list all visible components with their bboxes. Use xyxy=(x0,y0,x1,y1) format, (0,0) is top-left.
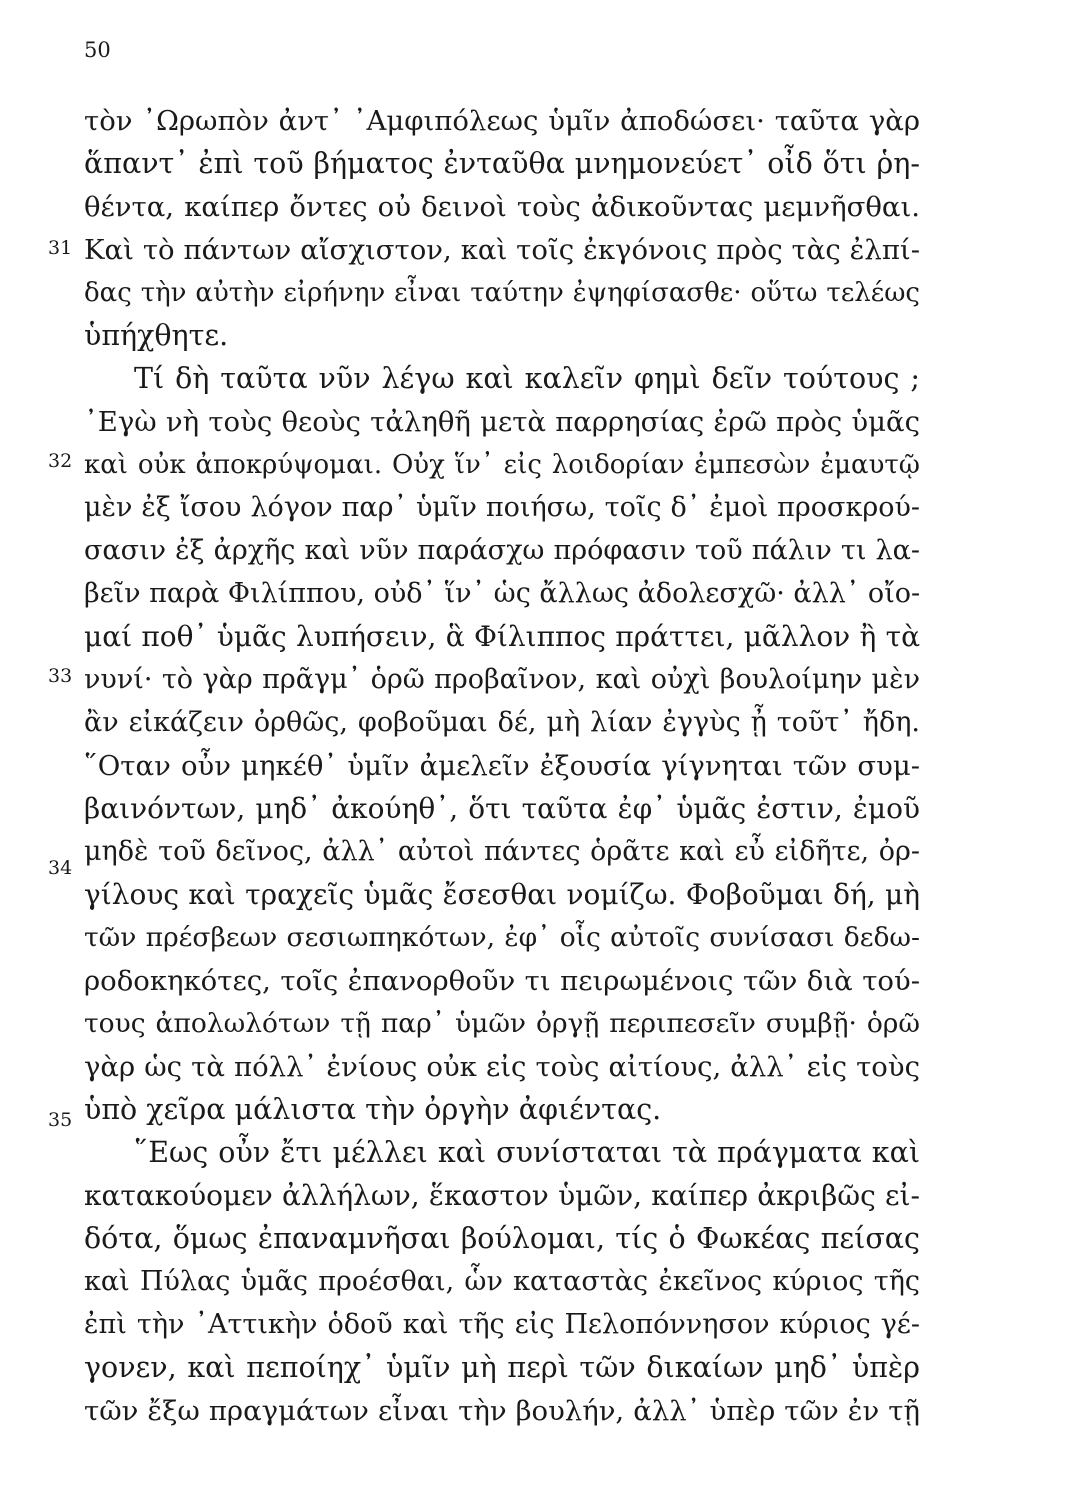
text-line: μὲν ἐξ ἴσου λόγον παρ᾿ ὑμῖν ποιήσω, τοῖς δ᾿ ἐμοὶ προσκρού- xyxy=(84,492,920,523)
section-number-34: 34 xyxy=(48,857,73,879)
text-line: καὶ οὐκ ἀποκρύψομαι. Οὐχ ἵν᾿ εἰς λοιδορίαν ἐμπεσὼν ἐμαυτῷ xyxy=(84,450,920,480)
text-line: ἐπὶ τὴν ᾿Αττικὴν ὁδοῦ καὶ τῆς εἰς Πελοπόννησον κύριος γέ- xyxy=(84,1309,920,1340)
text-line: μαί ποθ᾿ ὑμᾶς λυπήσειν, ἃ Φίλιππος πράττει, μᾶλλον ἢ τὰ xyxy=(84,620,920,653)
text-line: τὸν ᾿Ωρωπὸν ἀντ᾿ ᾿Αμφιπόλεως ὑμῖν ἀποδώσει· ταῦτα γὰρ xyxy=(84,105,920,137)
text-line: κατακούομεν ἀλλήλων, ἕκαστον ὑμῶν, καίπερ ἀκριβῶς εἰ- xyxy=(84,1179,920,1212)
text-line: τους ἀπολωλότων τῇ παρ᾿ ὑμῶν ὀργῇ περιπεσεῖν συμβῇ· ὁρῶ xyxy=(84,1008,920,1039)
text-line: τῶν ἔξω πραγμάτων εἶναι τὴν βουλήν, ἀλλ᾿ ὑπὲρ τῶν ἐν τῇ xyxy=(84,1395,920,1427)
text-line: ᾿Εγὼ νὴ τοὺς θεοὺς τἀληθῆ μετὰ παρρησίας ἐρῶ πρὸς ὑμᾶς xyxy=(84,406,920,438)
text-line: βεῖν παρὰ Φιλίππου, οὐδ᾿ ἵν᾿ ὡς ἄλλως ἀδολεσχῶ· ἀλλ᾿ οἴο- xyxy=(84,578,920,609)
text-line: γὰρ ὡς τὰ πόλλ᾿ ἐνίους οὐκ εἰς τοὺς αἰτίους, ἀλλ᾿ εἰς τοὺς xyxy=(84,1051,920,1083)
text-line: ροδοκηκότες, τοῖς ἐπανορθοῦν τι πειρωμένοις τῶν διὰ τού- xyxy=(84,965,920,997)
text-line: γονεν, καὶ πεποίηχ᾿ ὑμῖν μὴ περὶ τῶν δικαίων μηδ᾿ ὑπὲρ xyxy=(84,1351,920,1384)
text-line: μηδὲ τοῦ δεῖνος, ἀλλ᾿ αὐτοὶ πάντες ὁρᾶτε καὶ εὖ εἰδῆτε, ὀρ- xyxy=(84,836,920,867)
text-line: τῶν πρέσβεων σεσιωπηκότων, ἐφ᾿ οἷς αὐτοῖς συνίσασι δεδω- xyxy=(84,922,920,953)
text-line: σασιν ἐξ ἀρχῆς καὶ νῦν παράσχω πρόφασιν τοῦ πάλιν τι λα- xyxy=(84,535,920,566)
page-number: 50 xyxy=(84,38,111,62)
text-line: ἂν εἰκάζειν ὀρθῶς, φοβοῦμαι δέ, μὴ λίαν ἐγγὺς ᾖ τοῦτ᾿ ἤδη. xyxy=(84,707,920,738)
section-number-33: 33 xyxy=(48,665,73,687)
section-number-32: 32 xyxy=(48,450,73,472)
text-line: ῞Οταν οὖν μηκέθ᾿ ὑμῖν ἀμελεῖν ἐξουσία γίγνηται τῶν συμ- xyxy=(84,750,920,782)
text-line: Καὶ τὸ πάντων αἴσχιστον, καὶ τοῖς ἐκγόνοις πρὸς τὰς ἐλπί- xyxy=(84,234,920,266)
text-line: ἅπαντ᾿ ἐπὶ τοῦ βήματος ἐνταῦθα μνημονεύετ᾿ οἶδ ὅτι ῥη- xyxy=(84,147,920,180)
text-line: βαινόντων, μηδ᾿ ἀκούηθ᾿, ὅτι ταῦτα ἐφ᾿ ὑμᾶς ἐστιν, ἐμοῦ xyxy=(84,792,920,825)
text-line: νυνί· τὸ γὰρ πρᾶγμ᾿ ὁρῶ προβαῖνον, καὶ οὐχὶ βουλοίμην μὲν xyxy=(84,664,920,695)
text-line: θέντα, καίπερ ὄντες οὐ δεινοὶ τοὺς ἀδικοῦντας μεμνῆσθαι. xyxy=(84,191,920,223)
text-line: δας τὴν αὐτὴν εἰρήνην εἶναι ταύτην ἐψηφίσασθε· οὕτω τελέως xyxy=(84,278,920,308)
text-line: δότα, ὅμως ἐπαναμνῆσαι βούλομαι, τίς ὁ Φωκέας πείσας xyxy=(84,1222,920,1255)
text-line: καὶ Πύλας ὑμᾶς προέσθαι, ὧν καταστὰς ἐκεῖνος κύριος τῆς xyxy=(84,1266,920,1297)
section-number-35: 35 xyxy=(48,1109,73,1131)
text-line: ῞Εως οὖν ἔτι μέλλει καὶ συνίσταται τὰ πράγματα καὶ xyxy=(134,1136,920,1169)
text-line: Τί δὴ ταῦτα νῦν λέγω καὶ καλεῖν φημὶ δεῖν τούτους ; xyxy=(134,362,920,395)
text-line: ὑπὸ χεῖρα μάλιστα τὴν ὀργὴν ἀφιέντας. xyxy=(84,1093,662,1126)
text-line: ὑπήχθητε. xyxy=(84,319,229,352)
section-number-31: 31 xyxy=(48,237,73,259)
text-line: γίλους καὶ τραχεῖς ὑμᾶς ἔσεσθαι νομίζω. Φοβοῦμαι δή, μὴ xyxy=(84,878,920,911)
